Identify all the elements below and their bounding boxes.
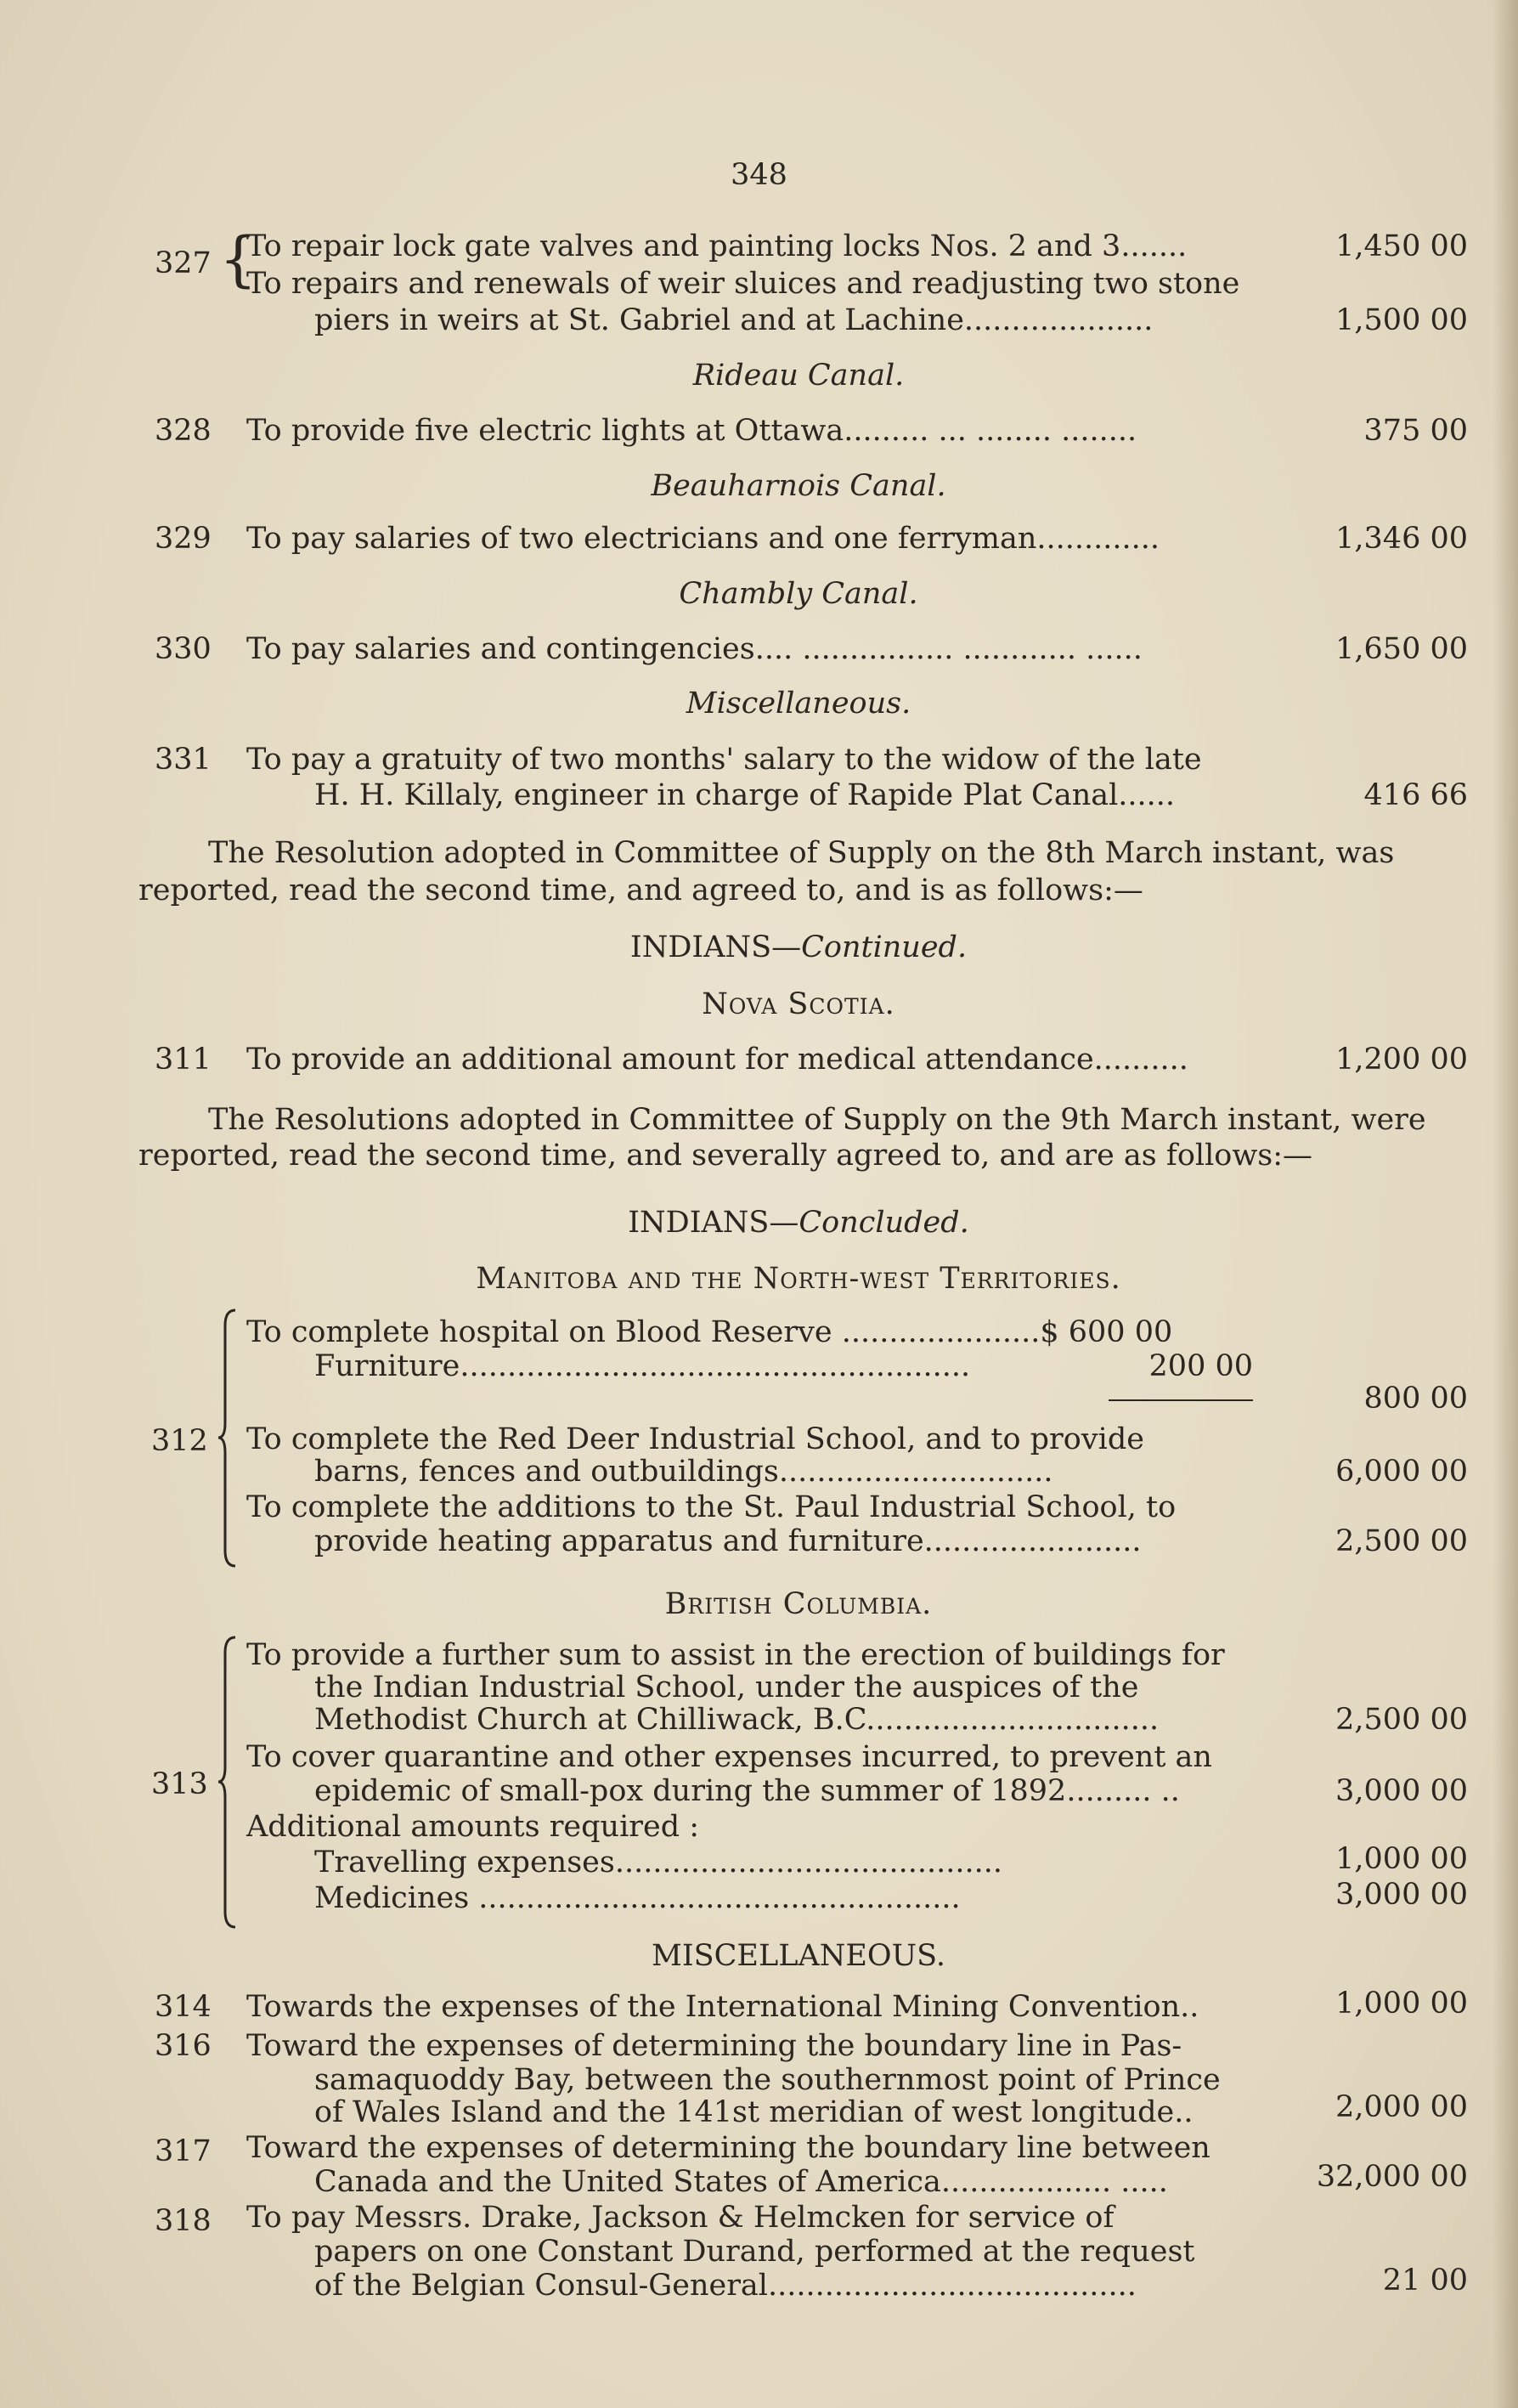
item-312-amount-2: 6,000 00: [1335, 1455, 1468, 1489]
item-330-amount: 1,650 00: [1335, 632, 1468, 666]
item-327-line-2: To repairs and renewals of weir sluices and readjusting two stone: [246, 267, 1240, 301]
item-312-total: 800 00: [1363, 1382, 1468, 1416]
item-313-line-4: To cover quarantine and other expenses incurred, to prevent an: [246, 1740, 1212, 1774]
item-number-328: 328: [155, 414, 212, 448]
item-313-line-1: To provide a further sum to assist in the erection of buildings for: [246, 1638, 1225, 1672]
paragraph-2-line-1: The Resolutions adopted in Committee of Supply on the 9th March instant, were: [208, 1103, 1426, 1137]
item-number-329: 329: [155, 522, 212, 556]
heading-continued-word: Continued.: [801, 930, 968, 964]
item-312-amount-3: 2,500 00: [1335, 1524, 1468, 1558]
item-329-text: To pay salaries of two electricians and one ferryman.............: [246, 522, 1160, 556]
heading-nova-scotia: Nova Scotia.: [702, 987, 895, 1021]
paragraph-2-line-2: reported, read the second time, and severally agreed to, and are as follows:—: [138, 1139, 1313, 1173]
item-331-text-2: H. H. Killaly, engineer in charge of Rapide Plat Canal......: [314, 778, 1176, 812]
item-317-text-2: Canada and the United States of America.................. .....: [314, 2165, 1168, 2199]
item-316-text-1: Toward the expenses of determining the boundary line in Pas-: [246, 2029, 1182, 2063]
item-318-text-3: of the Belgian Consul-General.......................................: [314, 2269, 1137, 2303]
paragraph-1-line-1: The Resolution adopted in Committee of Supply on the 8th March instant, was: [208, 836, 1395, 870]
item-number-312: 312: [151, 1424, 208, 1458]
item-311-amount: 1,200 00: [1335, 1043, 1468, 1077]
item-313-amount-4: 3,000 00: [1335, 1878, 1468, 1912]
item-312-line-6: provide heating apparatus and furniture.......................: [314, 1524, 1142, 1558]
item-312-line-2: Furniture......................................................: [314, 1349, 971, 1383]
heading-indians-word-2: INDIANS—: [628, 1206, 799, 1240]
heading-rideau-canal: Rideau Canal.: [692, 359, 905, 393]
heading-manitoba: Manitoba and the North-west Territories.: [476, 1262, 1121, 1296]
item-number-313: 313: [151, 1767, 208, 1801]
item-311-text: To provide an additional amount for medical attendance..........: [246, 1043, 1188, 1077]
item-number-317: 317: [155, 2134, 212, 2168]
heading-british-columbia: British Columbia.: [664, 1587, 933, 1621]
item-327-line-1: To repair lock gate valves and painting locks Nos. 2 and 3.......: [246, 229, 1188, 263]
paragraph-1-line-2: reported, read the second time, and agreed to, and is as follows:—: [138, 873, 1143, 907]
item-316-text-3: of Wales Island and the 141st meridian of west longitude..: [314, 2095, 1194, 2129]
item-327-amount-2: 1,500 00: [1335, 303, 1468, 337]
item-314-amount: 1,000 00: [1335, 1987, 1468, 2021]
page-number: 348: [731, 158, 787, 192]
brace-327: {: [219, 224, 257, 294]
item-313-line-8: Medicines ...................................................: [314, 1881, 961, 1915]
item-312-line-1: To complete hospital on Blood Reserve .....................$ 600 00: [246, 1315, 1173, 1349]
item-314-text: Towards the expenses of the International Mining Convention..: [246, 1990, 1199, 2024]
item-331-text-1: To pay a gratuity of two months' salary to the widow of the late: [246, 743, 1202, 777]
heading-concluded-word: Concluded.: [799, 1206, 969, 1240]
page-edge-shadow: [1493, 0, 1518, 2408]
subtotal-rule: [1109, 1399, 1253, 1401]
item-316-text-2: samaquoddy Bay, between the southernmost point of Prince: [314, 2063, 1221, 2097]
item-331-amount: 416 66: [1363, 778, 1468, 812]
item-327-line-3: piers in weirs at St. Gabriel and at Lachine....................: [314, 303, 1154, 337]
brace-313: [217, 1636, 242, 1929]
item-316-amount: 2,000 00: [1335, 2090, 1468, 2124]
item-313-amount-2: 3,000 00: [1335, 1774, 1468, 1808]
brace-312: [217, 1309, 242, 1568]
heading-miscellaneous: MISCELLANEOUS.: [652, 1939, 945, 1973]
item-312-subamount: 200 00: [1148, 1349, 1253, 1383]
item-328-amount: 375 00: [1363, 414, 1468, 448]
item-317-text-1: Toward the expenses of determining the boundary line between: [246, 2131, 1210, 2165]
item-313-line-2: the Indian Industrial School, under the auspices of the: [314, 1670, 1139, 1704]
item-328-text: To provide five electric lights at Ottawa......... ... ........ ........: [246, 414, 1137, 448]
item-number-316: 316: [155, 2029, 212, 2063]
item-312-line-5: To complete the additions to the St. Paul Industrial School, to: [246, 1490, 1177, 1524]
item-327-amount-1: 1,450 00: [1335, 229, 1468, 263]
item-313-line-3: Methodist Church at Chilliwack, B.C...............................: [314, 1703, 1160, 1737]
heading-chambly-canal: Chambly Canal.: [679, 577, 918, 611]
item-317-amount: 32,000 00: [1316, 2160, 1468, 2194]
item-329-amount: 1,346 00: [1335, 522, 1468, 556]
item-312-line-3: To complete the Red Deer Industrial School, and to provide: [246, 1422, 1144, 1456]
item-318-amount: 21 00: [1382, 2264, 1468, 2298]
item-312-line-4: barns, fences and outbuildings.............................: [314, 1455, 1053, 1489]
heading-indians-concluded: [246, 1206, 1351, 1240]
item-313-amount-3: 1,000 00: [1335, 1842, 1468, 1876]
item-number-330: 330: [155, 632, 212, 666]
item-313-line-6: Additional amounts required :: [246, 1810, 700, 1844]
item-number-311: 311: [155, 1043, 212, 1077]
heading-indians-continued: [246, 930, 1351, 964]
heading-miscellaneous-italic: Miscellaneous.: [686, 687, 911, 721]
item-number-327: 327: [155, 246, 212, 280]
item-number-331: 331: [155, 743, 212, 777]
item-313-line-5: epidemic of small-pox during the summer of 1892......... ..: [314, 1774, 1180, 1808]
item-318-text-2: papers on one Constant Durand, performed at the request: [314, 2235, 1195, 2269]
item-313-line-7: Travelling expenses.........................................: [314, 1846, 1002, 1879]
item-313-amount-1: 2,500 00: [1335, 1703, 1468, 1737]
item-330-text: To pay salaries and contingencies.... ................ ............ ......: [246, 632, 1143, 666]
item-318-text-1: To pay Messrs. Drake, Jackson & Helmcken for service of: [246, 2201, 1115, 2235]
item-number-314: 314: [155, 1990, 212, 2024]
heading-indians-word: INDIANS—: [629, 930, 802, 964]
heading-beauharnois-canal: Beauharnois Canal.: [651, 469, 946, 503]
item-number-318: 318: [155, 2204, 212, 2238]
